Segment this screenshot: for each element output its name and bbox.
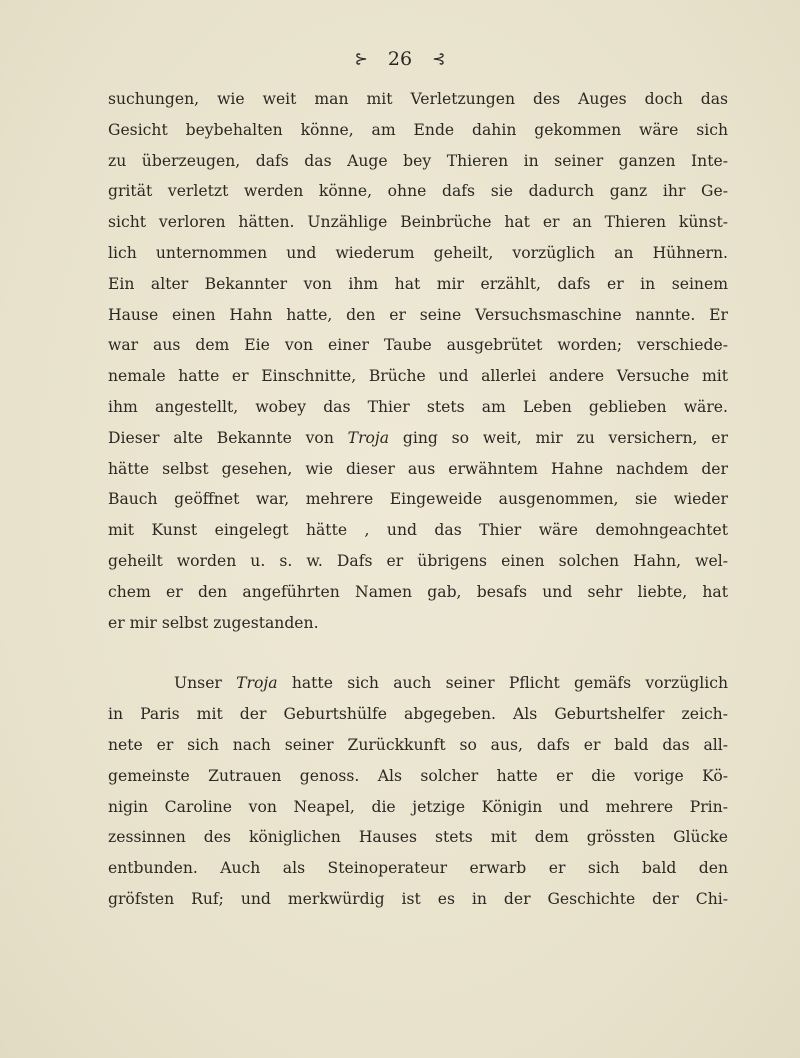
paragraph-gap xyxy=(108,638,728,668)
paragraph-2 xyxy=(108,668,728,914)
text-line: sicht verloren hätten. Unzählige Beinbrüche hat er an Thieren künst- xyxy=(108,213,728,232)
text-segment: ging so weit, mir zu versichern, er xyxy=(389,428,728,447)
text-line: chem er den angeführten Namen gab, besafs und sehr liebte, hat xyxy=(108,582,728,601)
ornament-left-icon: ⊱ xyxy=(354,49,368,68)
text-line: gemeinste Zutrauen genoss. Als solcher hatte er die vorige Kö- xyxy=(108,766,728,785)
text-line: Bauch geöffnet war, mehrere Eingeweide ausgenommen, sie wieder xyxy=(108,490,728,509)
text-line: nigin Caroline von Neapel, die jetzige Königin und mehrere Prin- xyxy=(108,797,728,816)
ornament-right-icon: ⊰ xyxy=(432,49,446,68)
text-line: geheilt worden u. s. w. Dafs er übrigens einen solchen Hahn, wel- xyxy=(108,551,728,570)
text-line: nemale hatte er Einschnitte, Brüche und allerlei andere Versuche mit xyxy=(108,367,728,386)
text-line: Ein alter Bekannter von ihm hat mir erzählt, dafs er in seinem xyxy=(108,274,728,293)
text-line: mit Kunst eingelegt hätte , und das Thier wäre demohngeachtet xyxy=(108,521,728,540)
text-segment: hatte sich auch seiner Pflicht gemäfs vorzüglich xyxy=(277,674,729,693)
text-segment: Unser xyxy=(174,674,237,693)
page-number: 26 xyxy=(387,48,413,70)
text-line xyxy=(108,668,728,699)
page-header xyxy=(0,48,800,70)
text-line: lich unternommen und wiederum geheilt, vorzüglich an Hühnern. xyxy=(108,243,728,262)
body-text xyxy=(108,84,728,915)
text-line: war aus dem Eie von einer Taube ausgebrütet worden; verschiede- xyxy=(108,336,728,355)
text-segment: Dieser alte Bekannte von xyxy=(108,428,334,447)
text-line: Gesicht beybehalten könne, am Ende dahin gekommen wäre sich xyxy=(108,120,728,139)
text-line xyxy=(108,423,728,454)
text-line: gröfsten Ruf; und merkwürdig ist es in der Geschichte der Chi- xyxy=(108,889,728,908)
text-line: entbunden. Auch als Steinoperateur erwarb er sich bald den xyxy=(108,859,728,878)
text-line: hätte selbst gesehen, wie dieser aus erwähntem Hahne nachdem der xyxy=(108,459,728,478)
text-line: grität verletzt werden könne, ohne dafs sie dadurch ganz ihr Ge- xyxy=(108,182,728,201)
text-line: zessinnen des königlichen Hauses stets mit dem grössten Glücke xyxy=(108,828,728,847)
text-line: zu überzeugen, dafs das Auge bey Thieren in seiner ganzen Inte- xyxy=(108,151,728,170)
text-line: ihm angestellt, wobey das Thier stets am Leben geblieben wäre. xyxy=(108,397,728,416)
text-line: suchungen, wie weit man mit Verletzungen des Auges doch das xyxy=(108,90,728,108)
text-line: er mir selbst zugestanden. xyxy=(108,613,319,632)
paragraph-1 xyxy=(108,84,728,638)
name-troja: Troja xyxy=(347,428,390,447)
name-troja: Troja xyxy=(236,674,278,693)
text-line: nete er sich nach seiner Zurückkunft so aus, dafs er bald das all- xyxy=(108,735,728,754)
text-line: in Paris mit der Geburtshülfe abgegeben. Als Geburtshelfer zeich- xyxy=(108,705,728,724)
text-line: Hause einen Hahn hatte, den er seine Versuchsmaschine nannte. Er xyxy=(108,305,728,324)
